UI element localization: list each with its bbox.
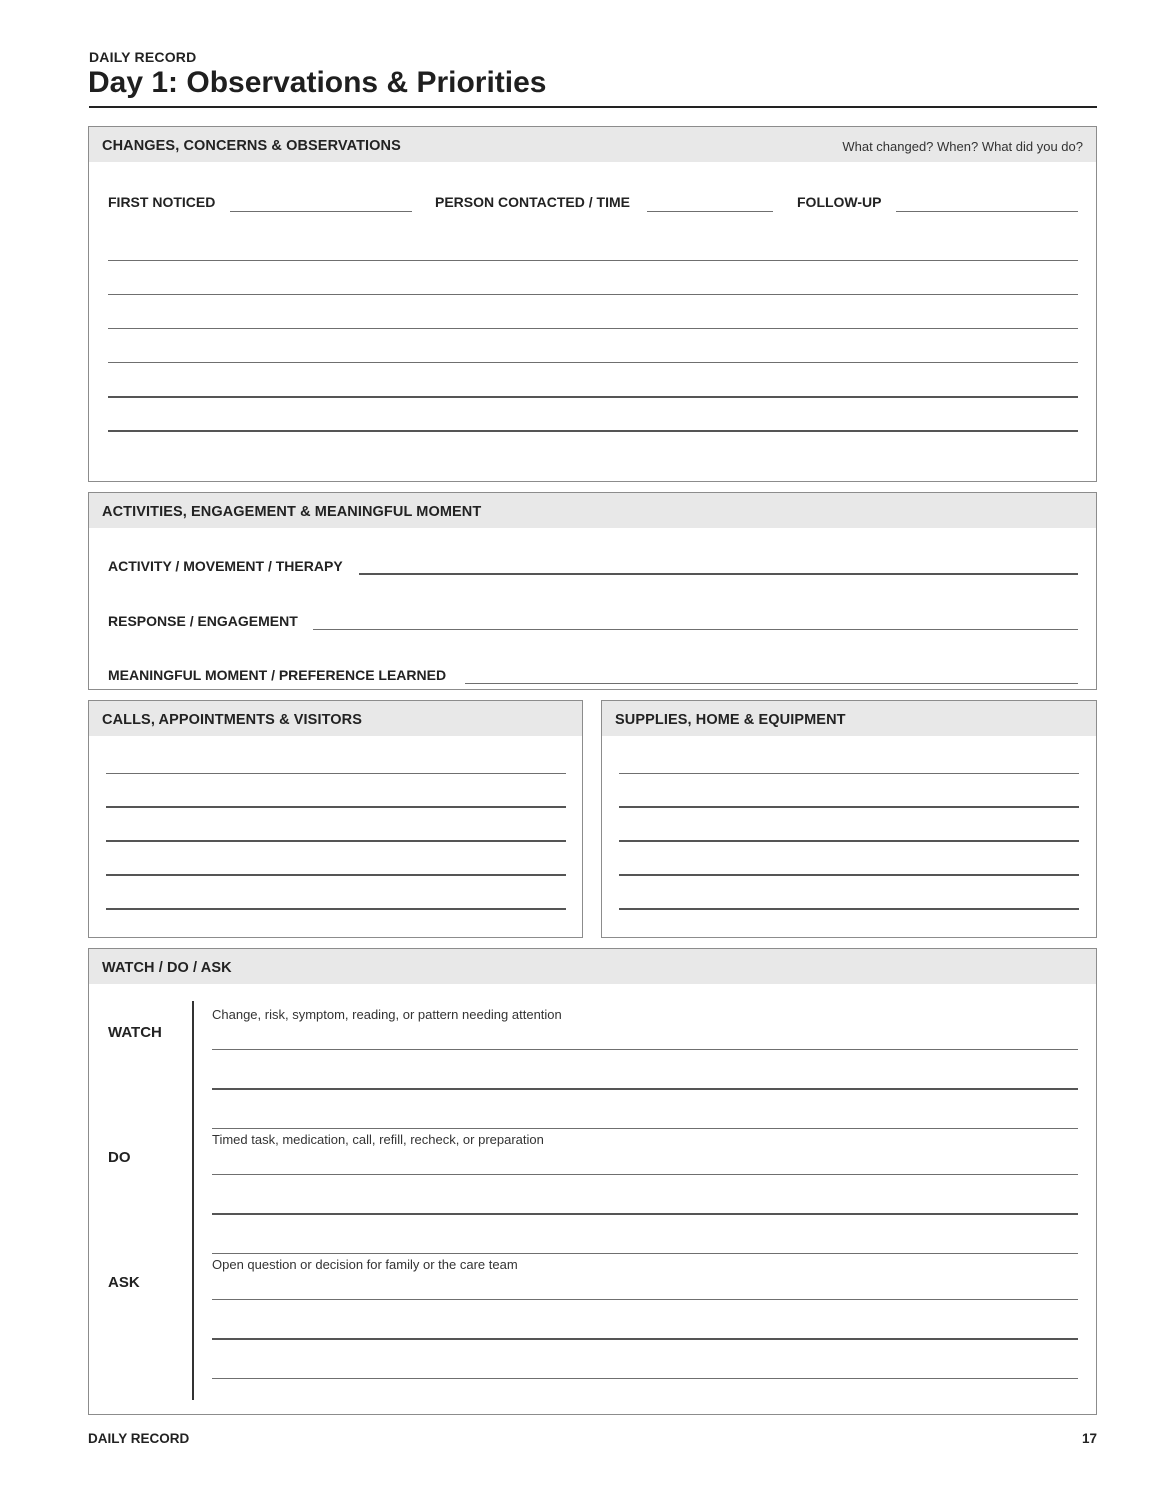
watch-label: WATCH bbox=[108, 1024, 162, 1041]
changes-hint: What changed? When? What did you do? bbox=[842, 139, 1083, 154]
follow-up-label: FOLLOW-UP bbox=[797, 194, 882, 210]
supplies-section bbox=[601, 700, 1097, 938]
notes-line[interactable] bbox=[108, 328, 1078, 329]
footer-label: DAILY RECORD bbox=[88, 1431, 190, 1446]
calls-line[interactable] bbox=[106, 773, 566, 774]
watch-line[interactable] bbox=[212, 1128, 1078, 1129]
supplies-header bbox=[602, 701, 1096, 736]
activities-title: ACTIVITIES, ENGAGEMENT & MEANINGFUL MOMENT bbox=[102, 504, 482, 520]
watch-do-ask-title: WATCH / DO / ASK bbox=[102, 960, 232, 976]
title-divider bbox=[89, 106, 1097, 108]
first-noticed-label: FIRST NOTICED bbox=[108, 194, 216, 210]
calls-line[interactable] bbox=[106, 840, 566, 842]
activity-field[interactable] bbox=[359, 573, 1078, 575]
page-title: Day 1: Observations & Priorities bbox=[88, 66, 547, 99]
page-number: 17 bbox=[1081, 1431, 1097, 1446]
changes-title: CHANGES, CONCERNS & OBSERVATIONS bbox=[102, 138, 401, 154]
changes-section bbox=[88, 126, 1097, 482]
supplies-line[interactable] bbox=[619, 773, 1079, 774]
do-prompt: Timed task, medication, call, refill, recheck, or preparation bbox=[212, 1132, 544, 1147]
do-label: DO bbox=[108, 1149, 131, 1166]
supplies-title: SUPPLIES, HOME & EQUIPMENT bbox=[615, 712, 846, 728]
watch-do-ask-divider bbox=[192, 1001, 194, 1400]
notes-line[interactable] bbox=[108, 362, 1078, 363]
first-noticed-field[interactable] bbox=[230, 211, 412, 212]
changes-header bbox=[89, 127, 1096, 162]
calls-section bbox=[88, 700, 583, 938]
calls-line[interactable] bbox=[106, 874, 566, 876]
notes-line[interactable] bbox=[108, 396, 1078, 398]
calls-line[interactable] bbox=[106, 806, 566, 808]
watch-prompt: Change, risk, symptom, reading, or pattern needing attention bbox=[212, 1007, 562, 1022]
watch-do-ask-header bbox=[89, 949, 1096, 984]
activities-header bbox=[89, 493, 1096, 528]
calls-title: CALLS, APPOINTMENTS & VISITORS bbox=[102, 712, 362, 728]
meaningful-moment-label: MEANINGFUL MOMENT / PREFERENCE LEARNED bbox=[108, 667, 447, 683]
person-contacted-label: PERSON CONTACTED / TIME bbox=[435, 194, 630, 210]
notes-line[interactable] bbox=[108, 430, 1078, 432]
notes-line[interactable] bbox=[108, 294, 1078, 295]
page-kicker: DAILY RECORD bbox=[89, 49, 197, 65]
supplies-line[interactable] bbox=[619, 840, 1079, 842]
notes-line[interactable] bbox=[108, 260, 1078, 261]
meaningful-moment-field[interactable] bbox=[465, 683, 1078, 684]
ask-line[interactable] bbox=[212, 1338, 1078, 1340]
watch-line[interactable] bbox=[212, 1088, 1078, 1090]
supplies-line[interactable] bbox=[619, 874, 1079, 876]
activities-section bbox=[88, 492, 1097, 690]
supplies-line[interactable] bbox=[619, 806, 1079, 808]
watch-line[interactable] bbox=[212, 1049, 1078, 1050]
calls-line[interactable] bbox=[106, 908, 566, 910]
activity-label: ACTIVITY / MOVEMENT / THERAPY bbox=[108, 558, 343, 574]
do-line[interactable] bbox=[212, 1174, 1078, 1175]
ask-label: ASK bbox=[108, 1274, 140, 1291]
do-line[interactable] bbox=[212, 1213, 1078, 1215]
response-field[interactable] bbox=[313, 629, 1078, 630]
supplies-line[interactable] bbox=[619, 908, 1079, 910]
person-contacted-field[interactable] bbox=[647, 211, 773, 212]
watch-do-ask-section bbox=[88, 948, 1097, 1415]
do-line[interactable] bbox=[212, 1253, 1078, 1254]
ask-line[interactable] bbox=[212, 1299, 1078, 1300]
response-label: RESPONSE / ENGAGEMENT bbox=[108, 613, 298, 629]
ask-prompt: Open question or decision for family or the care team bbox=[212, 1257, 518, 1272]
calls-header bbox=[89, 701, 582, 736]
follow-up-field[interactable] bbox=[896, 211, 1078, 212]
ask-line[interactable] bbox=[212, 1378, 1078, 1379]
